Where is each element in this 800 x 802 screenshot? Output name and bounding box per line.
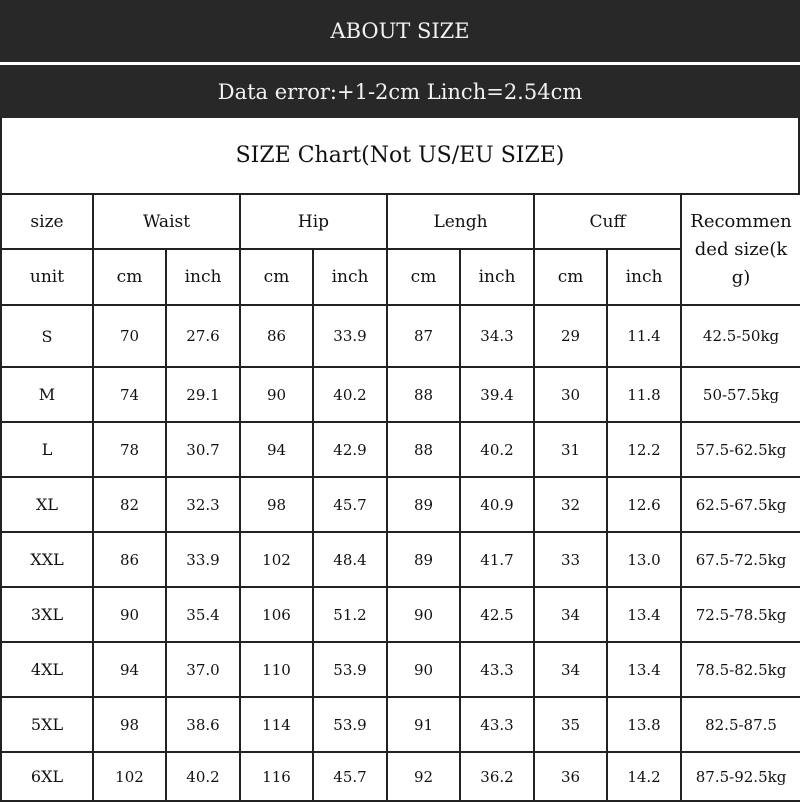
hip-inch-cell: 51.2 <box>313 587 387 642</box>
hip-inch-cell: 45.7 <box>313 477 387 532</box>
size-column-header: size <box>1 194 93 249</box>
hip-cm-cell: 90 <box>240 367 313 422</box>
recommended-size-cell: 42.5-50kg <box>681 305 800 367</box>
table-row <box>1 697 800 752</box>
hip-inch-header: inch <box>313 249 387 305</box>
length-cm-cell: 89 <box>387 477 460 532</box>
length-column-header: Lengh <box>387 194 534 249</box>
waist-inch-cell: 32.3 <box>166 477 240 532</box>
data-error-banner <box>0 62 800 118</box>
cuff-cm-cell: 29 <box>534 305 607 367</box>
size-cell: 5XL <box>1 697 93 752</box>
cuff-inch-cell: 13.8 <box>607 697 681 752</box>
length-cm-cell: 88 <box>387 367 460 422</box>
table-row <box>1 422 800 477</box>
waist-inch-cell: 30.7 <box>166 422 240 477</box>
cuff-inch-cell: 13.4 <box>607 642 681 697</box>
waist-inch-header: inch <box>166 249 240 305</box>
length-inch-cell: 42.5 <box>460 587 534 642</box>
length-inch-cell: 39.4 <box>460 367 534 422</box>
recommended-size-cell: 82.5-87.5 <box>681 697 800 752</box>
waist-cm-cell: 94 <box>93 642 166 697</box>
waist-cm-header: cm <box>93 249 166 305</box>
hip-inch-cell: 53.9 <box>313 642 387 697</box>
waist-inch-cell: 40.2 <box>166 752 240 801</box>
waist-cm-cell: 74 <box>93 367 166 422</box>
hip-cm-cell: 116 <box>240 752 313 801</box>
table-row <box>1 305 800 367</box>
hip-inch-cell: 45.7 <box>313 752 387 801</box>
size-cell: 3XL <box>1 587 93 642</box>
cuff-cm-cell: 32 <box>534 477 607 532</box>
recommended-size-cell: 62.5-67.5kg <box>681 477 800 532</box>
hip-cm-cell: 106 <box>240 587 313 642</box>
size-cell: 6XL <box>1 752 93 801</box>
size-cell: L <box>1 422 93 477</box>
hip-inch-cell: 48.4 <box>313 532 387 587</box>
length-cm-cell: 91 <box>387 697 460 752</box>
length-inch-cell: 43.3 <box>460 642 534 697</box>
waist-inch-cell: 37.0 <box>166 642 240 697</box>
recommended-size-cell: 72.5-78.5kg <box>681 587 800 642</box>
length-cm-cell: 87 <box>387 305 460 367</box>
waist-inch-cell: 38.6 <box>166 697 240 752</box>
length-cm-cell: 90 <box>387 587 460 642</box>
size-chart-table <box>0 193 800 802</box>
recommended-size-cell: 78.5-82.5kg <box>681 642 800 697</box>
cuff-cm-cell: 34 <box>534 642 607 697</box>
waist-cm-cell: 102 <box>93 752 166 801</box>
hip-cm-cell: 102 <box>240 532 313 587</box>
waist-cm-cell: 90 <box>93 587 166 642</box>
hip-cm-cell: 110 <box>240 642 313 697</box>
table-row <box>1 587 800 642</box>
length-inch-cell: 40.2 <box>460 422 534 477</box>
about-size-banner <box>0 0 800 62</box>
table-row <box>1 367 800 422</box>
waist-inch-cell: 35.4 <box>166 587 240 642</box>
cuff-cm-cell: 34 <box>534 587 607 642</box>
length-cm-cell: 88 <box>387 422 460 477</box>
waist-cm-cell: 86 <box>93 532 166 587</box>
waist-column-header: Waist <box>93 194 240 249</box>
length-cm-cell: 92 <box>387 752 460 801</box>
size-cell: S <box>1 305 93 367</box>
size-chart-title-text: SIZE Chart(Not US/EU SIZE) <box>235 143 565 168</box>
size-cell: XL <box>1 477 93 532</box>
length-cm-cell: 90 <box>387 642 460 697</box>
size-cell: 4XL <box>1 642 93 697</box>
waist-inch-cell: 27.6 <box>166 305 240 367</box>
length-cm-cell: 89 <box>387 532 460 587</box>
length-inch-cell: 40.9 <box>460 477 534 532</box>
about-size-title: ABOUT SIZE <box>330 19 470 43</box>
waist-cm-cell: 78 <box>93 422 166 477</box>
cuff-cm-cell: 36 <box>534 752 607 801</box>
hip-cm-cell: 94 <box>240 422 313 477</box>
waist-inch-cell: 29.1 <box>166 367 240 422</box>
recommended-size-cell: 87.5-92.5kg <box>681 752 800 801</box>
hip-cm-cell: 114 <box>240 697 313 752</box>
unit-label: unit <box>1 249 93 305</box>
hip-column-header: Hip <box>240 194 387 249</box>
table-row <box>1 642 800 697</box>
header-row-measurements <box>1 194 800 249</box>
hip-inch-cell: 53.9 <box>313 697 387 752</box>
cuff-cm-header: cm <box>534 249 607 305</box>
length-inch-cell: 43.3 <box>460 697 534 752</box>
waist-cm-cell: 82 <box>93 477 166 532</box>
hip-cm-cell: 98 <box>240 477 313 532</box>
cuff-cm-cell: 30 <box>534 367 607 422</box>
cuff-column-header: Cuff <box>534 194 681 249</box>
cuff-inch-cell: 11.4 <box>607 305 681 367</box>
waist-inch-cell: 33.9 <box>166 532 240 587</box>
recommended-size-cell: 67.5-72.5kg <box>681 532 800 587</box>
cuff-inch-cell: 14.2 <box>607 752 681 801</box>
size-cell: XXL <box>1 532 93 587</box>
recommended-size-header: Recommended size(kg) <box>681 194 800 305</box>
hip-inch-cell: 33.9 <box>313 305 387 367</box>
table-row <box>1 532 800 587</box>
cuff-cm-cell: 31 <box>534 422 607 477</box>
cuff-inch-cell: 13.0 <box>607 532 681 587</box>
recommended-size-cell: 50-57.5kg <box>681 367 800 422</box>
cuff-inch-header: inch <box>607 249 681 305</box>
cuff-inch-cell: 12.2 <box>607 422 681 477</box>
waist-cm-cell: 70 <box>93 305 166 367</box>
size-cell: M <box>1 367 93 422</box>
cuff-inch-cell: 13.4 <box>607 587 681 642</box>
hip-cm-header: cm <box>240 249 313 305</box>
length-inch-cell: 36.2 <box>460 752 534 801</box>
length-inch-header: inch <box>460 249 534 305</box>
recommended-size-cell: 57.5-62.5kg <box>681 422 800 477</box>
cuff-cm-cell: 35 <box>534 697 607 752</box>
length-inch-cell: 41.7 <box>460 532 534 587</box>
size-chart-title <box>0 118 800 193</box>
header-row-units <box>1 249 800 305</box>
length-cm-header: cm <box>387 249 460 305</box>
data-error-note: Data error:+1-2cm Linch=2.54cm <box>217 79 583 104</box>
hip-inch-cell: 42.9 <box>313 422 387 477</box>
cuff-inch-cell: 11.8 <box>607 367 681 422</box>
length-inch-cell: 34.3 <box>460 305 534 367</box>
waist-cm-cell: 98 <box>93 697 166 752</box>
hip-inch-cell: 40.2 <box>313 367 387 422</box>
hip-cm-cell: 86 <box>240 305 313 367</box>
cuff-inch-cell: 12.6 <box>607 477 681 532</box>
cuff-cm-cell: 33 <box>534 532 607 587</box>
table-row <box>1 477 800 532</box>
table-row <box>1 752 800 801</box>
